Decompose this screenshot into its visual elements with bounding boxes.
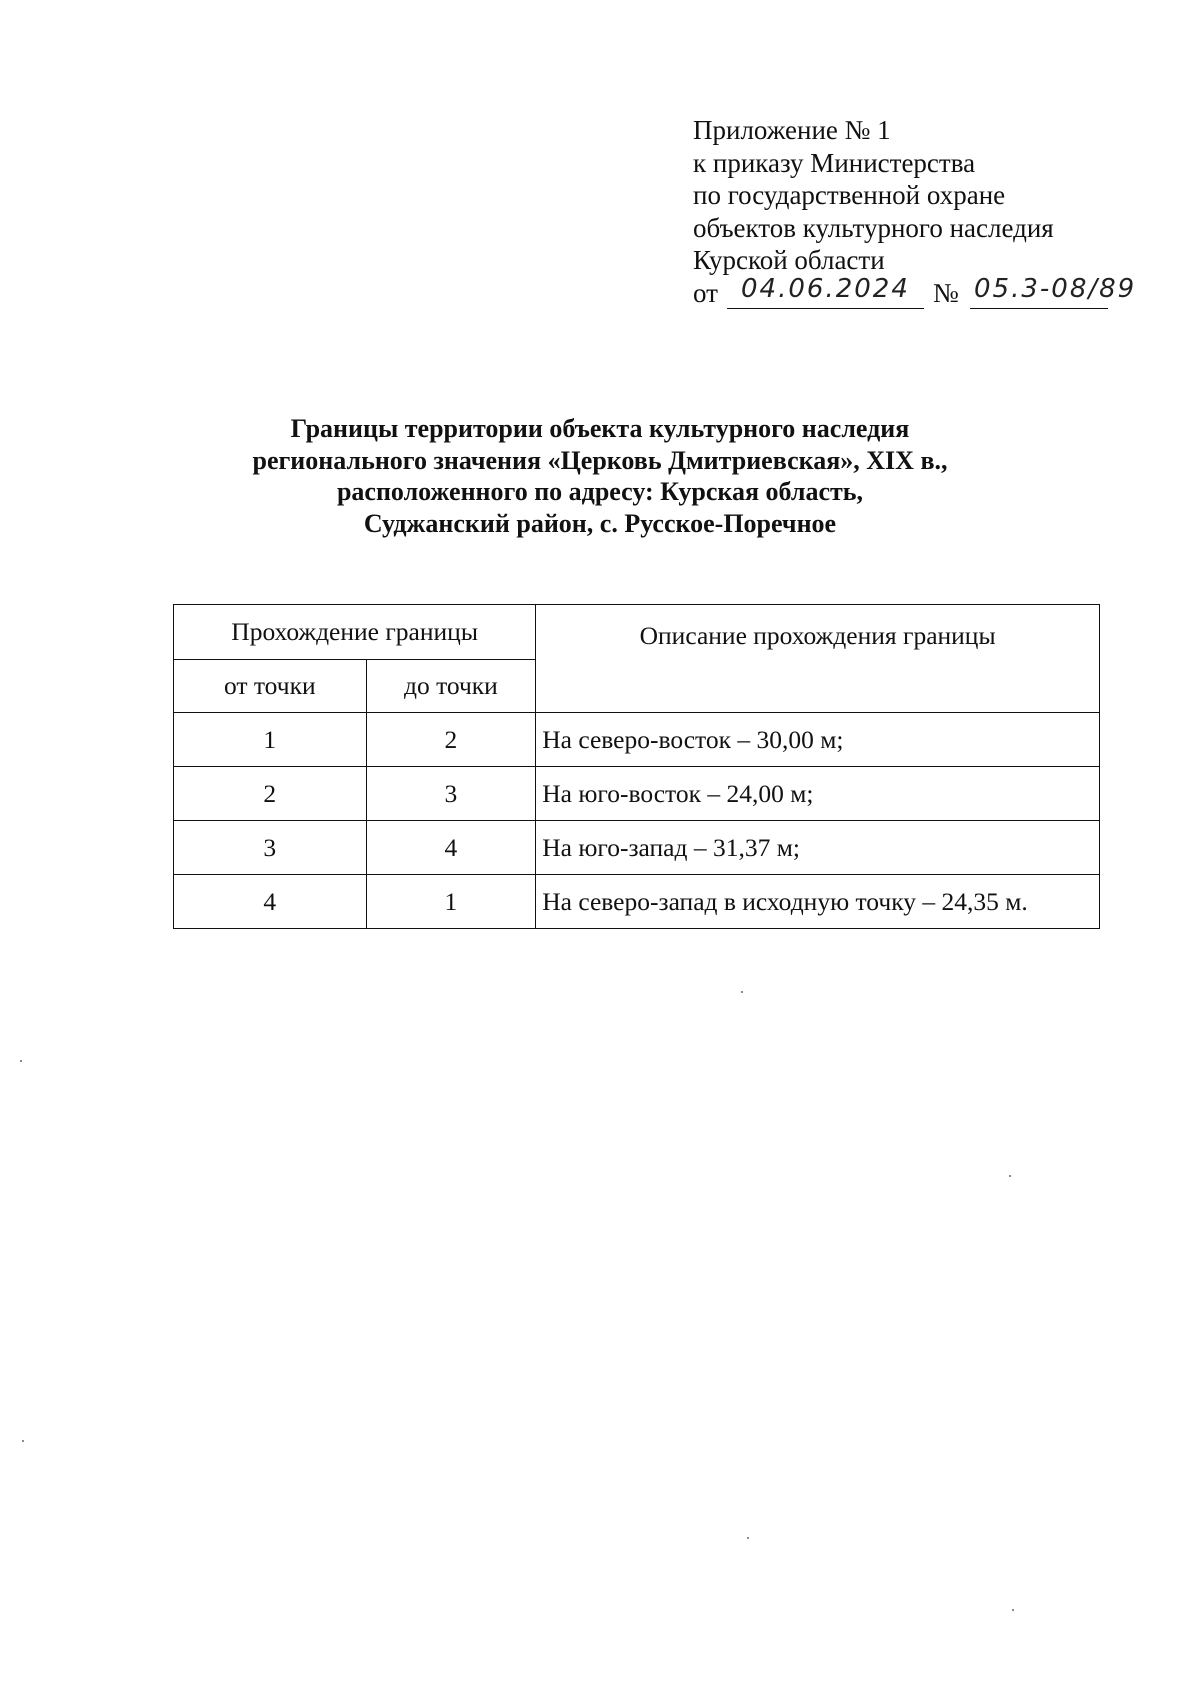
scan-speck — [20, 1060, 22, 1062]
handwritten-date: 04.06.2024 — [741, 273, 910, 304]
date-prefix: от — [693, 277, 718, 308]
annex-line-1: Приложение № 1 — [693, 115, 891, 145]
date-field — [727, 273, 924, 309]
cell-from: 1 — [174, 713, 367, 767]
order-date-number-row — [693, 273, 1173, 309]
annex-line-2: к приказу Министерства — [693, 147, 976, 178]
scan-speck — [1012, 1609, 1014, 1611]
cell-from: 2 — [174, 767, 367, 821]
cell-description: На северо-запад в исходную точку – 24,35 м. — [536, 875, 1100, 929]
cell-from: 4 — [174, 875, 367, 929]
boundary-table — [173, 604, 1100, 929]
title-line-3: расположенного по адресу: Курская область, — [336, 477, 864, 506]
header-boundary-passage: Прохождение границы — [174, 605, 536, 660]
annex-line-3: по государственной охране — [693, 180, 1006, 210]
cell-to: 1 — [366, 875, 536, 929]
title-line-2: регионального значения «Церковь Дмитриевская», XIX в., — [252, 445, 948, 475]
table-row — [174, 821, 1100, 875]
title-line-4: Суджанский район, с. Русское-Поречное — [363, 508, 837, 538]
header-description: Описание прохождения границы — [536, 605, 1100, 713]
header-from-point: от точки — [174, 660, 367, 713]
cell-description: На юго-восток – 24,00 м; — [536, 767, 1100, 821]
scan-speck — [741, 991, 743, 993]
handwritten-number: 05.3-08/89 — [974, 273, 1137, 304]
table-row — [174, 875, 1100, 929]
cell-description: На северо-восток – 30,00 м; — [536, 713, 1100, 767]
table-row — [174, 713, 1100, 767]
scan-speck — [1009, 1175, 1011, 1177]
annex-line-5: Курской области — [693, 245, 885, 275]
cell-to: 4 — [366, 821, 536, 875]
annex-line-4: объектов культурного наследия — [693, 212, 1054, 243]
number-prefix: № — [933, 277, 959, 308]
cell-to: 2 — [366, 713, 536, 767]
number-field — [970, 273, 1137, 309]
annex-block — [693, 114, 1173, 309]
cell-description: На юго-запад – 31,37 м; — [536, 821, 1100, 875]
table-row — [174, 767, 1100, 821]
cell-to: 3 — [366, 767, 536, 821]
scan-speck — [22, 1440, 24, 1442]
title-line-1: Границы территории объекта культурного наследия — [290, 414, 910, 443]
header-to-point: до точки — [366, 660, 536, 713]
document-title — [150, 413, 1050, 539]
scan-speck — [747, 1537, 749, 1539]
cell-from: 3 — [174, 821, 367, 875]
